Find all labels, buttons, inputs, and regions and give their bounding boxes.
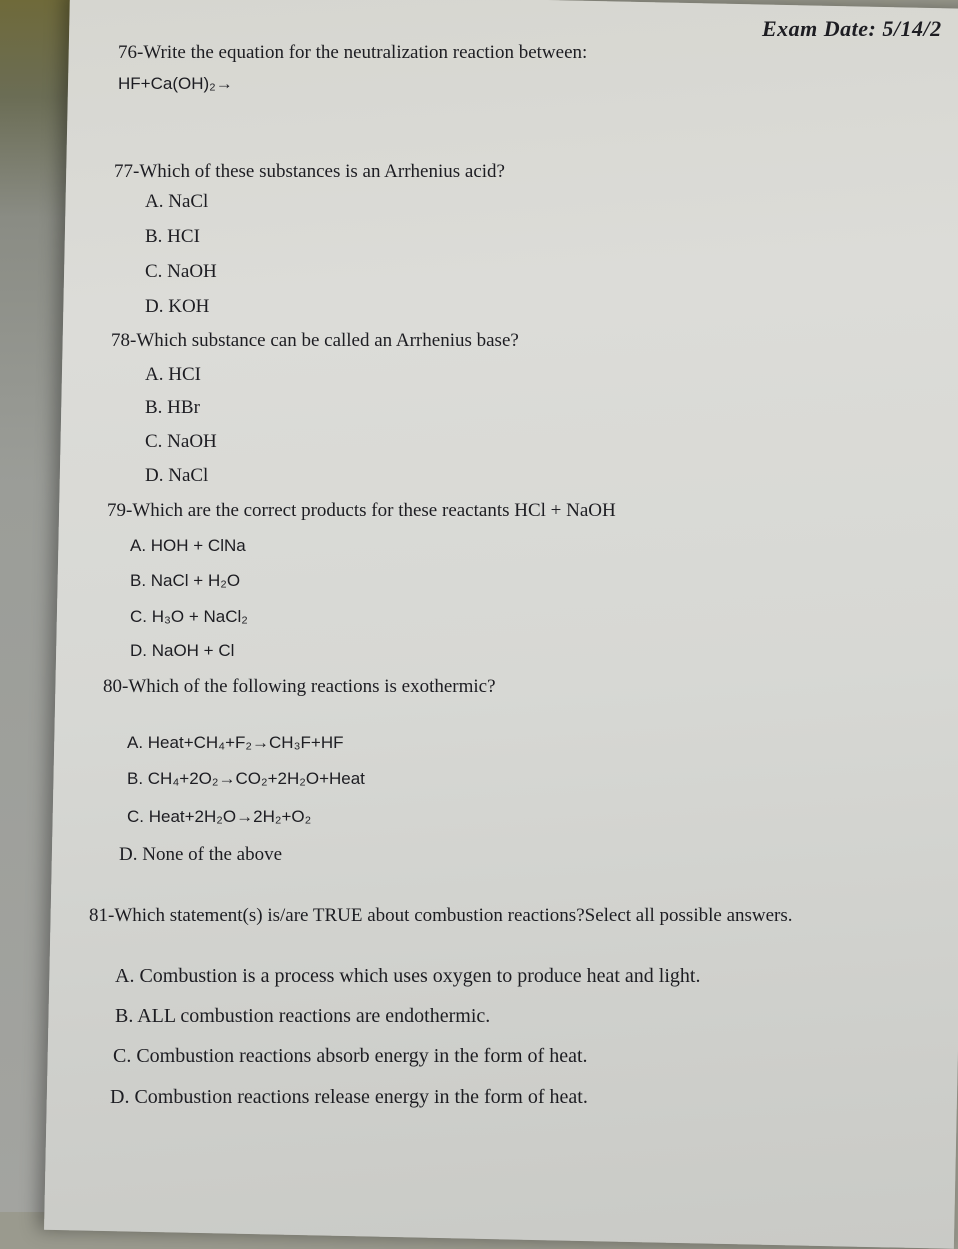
q76-equation: HF+Ca(OH)₂→ [118,74,233,93]
q77-option-c: C. NaOH [145,261,217,282]
q80-prompt: 80-Which of the following reactions is exothermic? [103,676,496,697]
q78-option-a: A. HCI [145,364,201,385]
q81-option-d: D. Combustion reactions release energy in the form of heat. [110,1086,588,1108]
q81-option-b: B. ALL combustion reactions are endothermic. [115,1005,491,1027]
q80-option-b: B. CH₄+2O₂→CO₂+2H₂O+Heat [127,769,365,788]
q78-option-b: B. HBr [145,397,200,418]
q81-option-c: C. Combustion reactions absorb energy in the form of heat. [113,1045,588,1067]
q81-prompt: 81-Which statement(s) is/are TRUE about combustion reactions?Select all possible answers. [89,905,793,926]
q77-option-d: D. KOH [145,296,210,317]
q78-option-c: C. NaOH [145,431,217,452]
q77-option-a: A. NaCl [145,191,209,212]
q80-option-a: A. Heat+CH₄+F₂→CH₃F+HF [127,733,344,752]
q80-option-d: D. None of the above [119,844,283,865]
q79-prompt: 79-Which are the correct products for these reactants HCl + NaOH [107,500,616,521]
exam-date: Exam Date: 5/14/2 [762,16,942,41]
q77-option-b: B. HCI [145,226,200,247]
q79-option-a: A. HOH + ClNa [130,536,246,555]
q78-prompt: 78-Which substance can be called an Arrhenius base? [111,330,519,351]
q78-option-d: D. NaCl [145,465,209,486]
q81-option-a: A. Combustion is a process which uses oxygen to produce heat and light. [115,965,701,987]
q76-prompt: 76-Write the equation for the neutralization reaction between: [118,42,588,63]
q79-option-b: B. NaCl + H₂O [130,571,241,590]
q79-option-c: C. H₃O + NaCl₂ [130,607,248,626]
q77-prompt: 77-Which of these substances is an Arrhenius acid? [114,161,505,182]
q80-option-c: C. Heat+2H₂O→2H₂+O₂ [127,807,312,826]
q79-option-d: D. NaOH + Cl [130,641,235,660]
